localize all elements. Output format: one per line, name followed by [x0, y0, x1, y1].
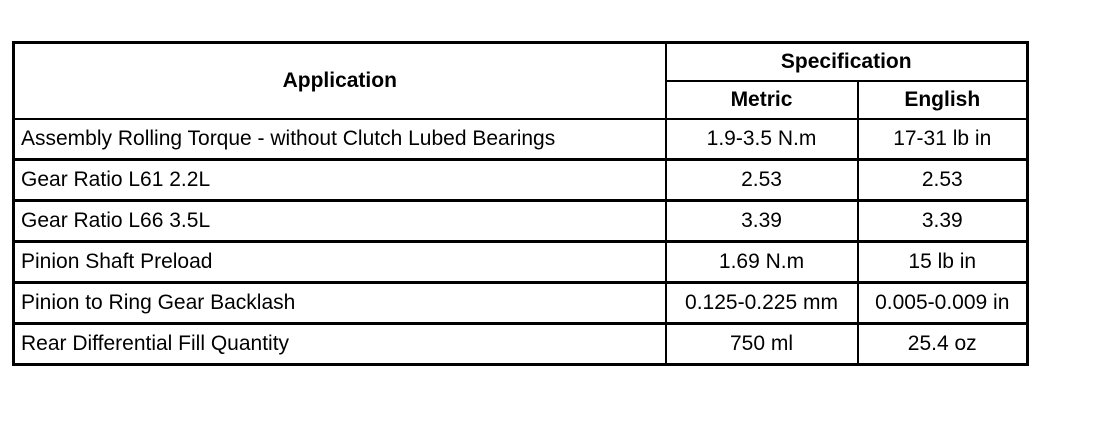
metric-cell: 3.39 — [666, 200, 858, 241]
english-cell: 0.005-0.009 in — [858, 282, 1028, 323]
application-cell: Pinion Shaft Preload — [14, 241, 666, 282]
metric-cell: 750 ml — [666, 323, 858, 364]
specification-header: Specification — [666, 43, 1028, 81]
table-row — [14, 159, 1028, 200]
table-row — [14, 241, 1028, 282]
metric-cell: 2.53 — [666, 159, 858, 200]
english-cell: 17-31 lb in — [858, 119, 1028, 160]
application-cell: Pinion to Ring Gear Backlash — [14, 282, 666, 323]
english-header: English — [858, 81, 1028, 119]
table-row — [14, 282, 1028, 323]
english-cell: 15 lb in — [858, 241, 1028, 282]
application-header: Application — [14, 43, 666, 119]
metric-cell: 0.125-0.225 mm — [666, 282, 858, 323]
table-row — [14, 200, 1028, 241]
table-row — [14, 323, 1028, 364]
metric-header: Metric — [666, 81, 858, 119]
application-cell: Assembly Rolling Torque - without Clutch Lubed Bearings — [14, 119, 666, 160]
metric-cell: 1.69 N.m — [666, 241, 858, 282]
metric-cell: 1.9-3.5 N.m — [666, 119, 858, 160]
application-cell: Gear Ratio L61 2.2L — [14, 159, 666, 200]
application-cell: Gear Ratio L66 3.5L — [14, 200, 666, 241]
application-cell: Rear Differential Fill Quantity — [14, 323, 666, 364]
english-cell: 25.4 oz — [858, 323, 1028, 364]
english-cell: 2.53 — [858, 159, 1028, 200]
table-row — [14, 119, 1028, 160]
english-cell: 3.39 — [858, 200, 1028, 241]
specification-table — [12, 41, 1029, 366]
